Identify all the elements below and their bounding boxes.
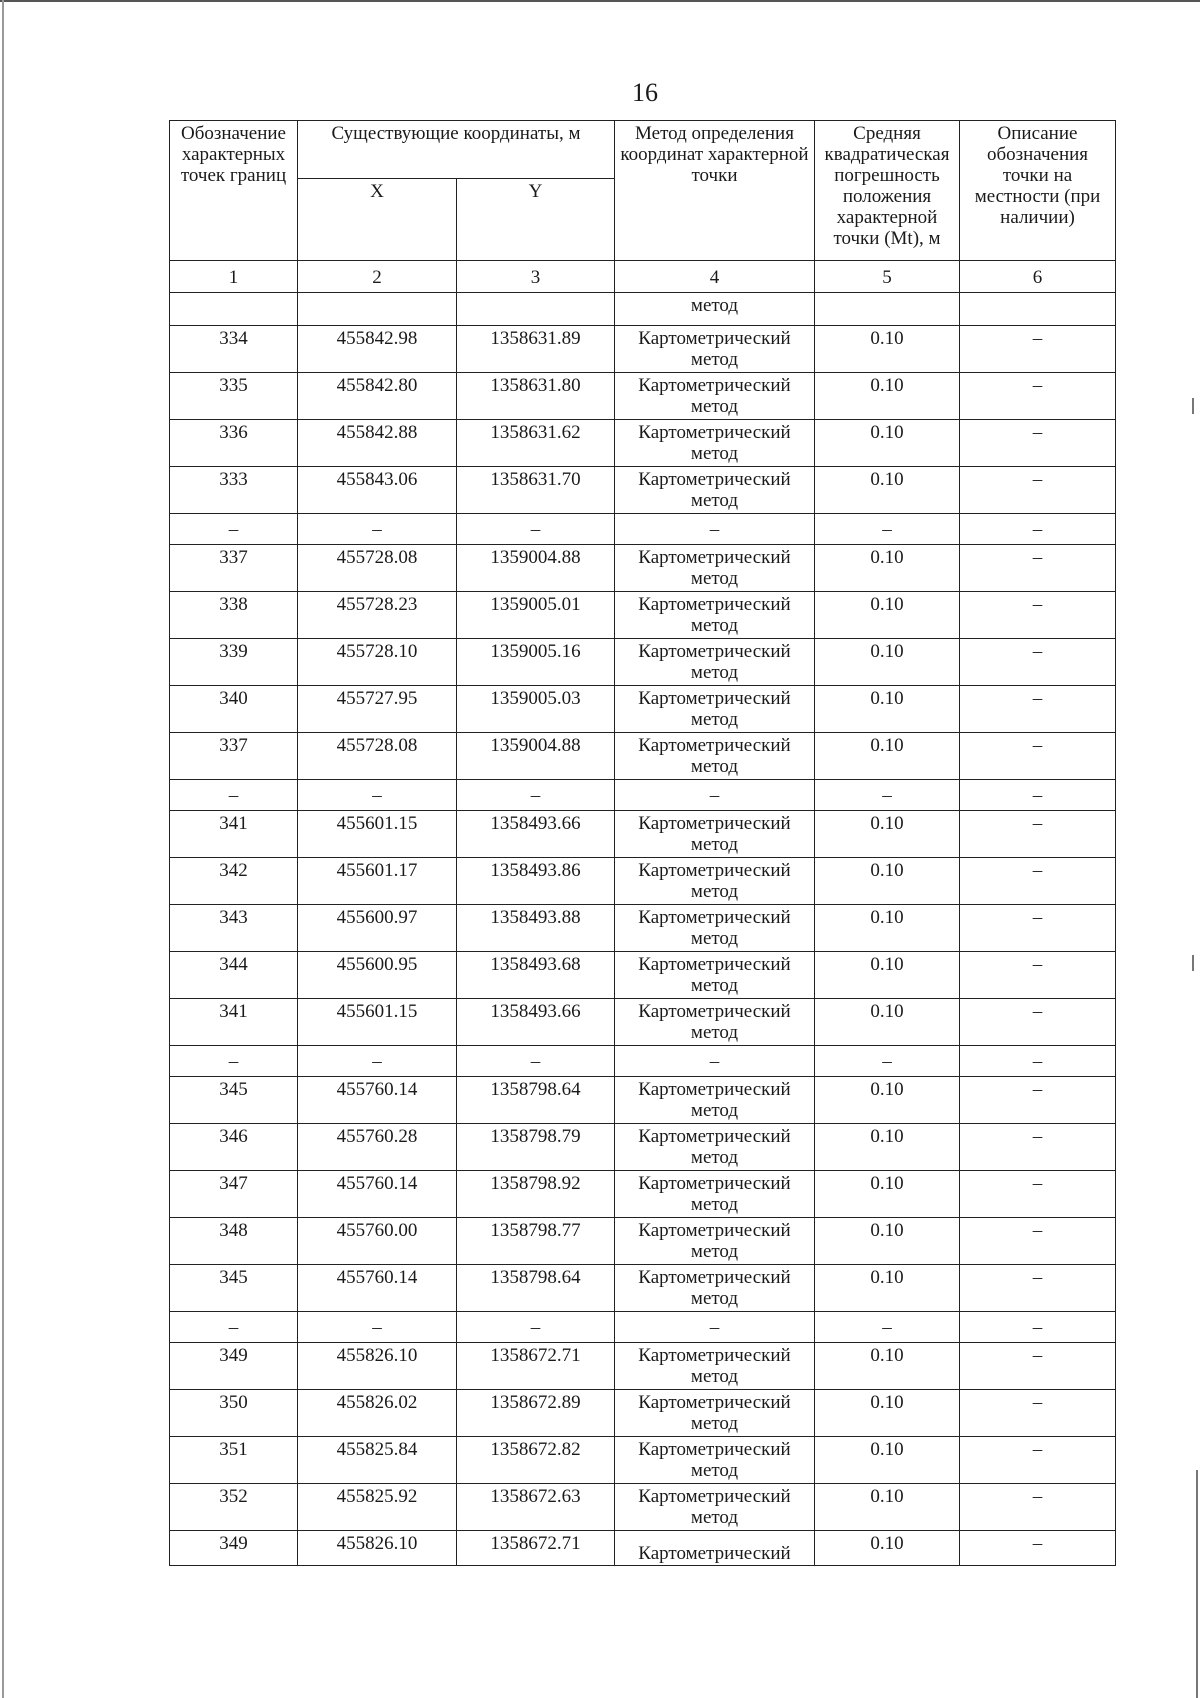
table-row (170, 326, 1116, 373)
mean-square-error: 0.10 (815, 639, 960, 686)
point-number: 349 (170, 1531, 298, 1566)
coord-x: – (298, 1046, 457, 1077)
point-number: 342 (170, 858, 298, 905)
description: – (960, 1077, 1116, 1124)
description: – (960, 952, 1116, 999)
coord-y: 1358798.64 (457, 1265, 615, 1312)
table-row (170, 999, 1116, 1046)
point-number: 334 (170, 326, 298, 373)
method: Картометрический метод (615, 639, 815, 686)
coord-x: 455842.80 (298, 373, 457, 420)
table-row (170, 905, 1116, 952)
coord-x: 455842.98 (298, 326, 457, 373)
coord-x: 455826.10 (298, 1531, 457, 1566)
mean-square-error: 0.10 (815, 545, 960, 592)
method: Картометрический метод (615, 420, 815, 467)
mean-square-error: 0.10 (815, 1343, 960, 1390)
point-number: 337 (170, 545, 298, 592)
table-cell (815, 293, 960, 326)
coord-x: 455826.10 (298, 1343, 457, 1390)
description: – (960, 326, 1116, 373)
coord-y: 1359005.03 (457, 686, 615, 733)
table-row (170, 858, 1116, 905)
coord-x: 455727.95 (298, 686, 457, 733)
table-row (170, 1484, 1116, 1531)
table-cell (457, 293, 615, 326)
scan-edge-top (0, 0, 1200, 2)
table-cell (170, 293, 298, 326)
mean-square-error: 0.10 (815, 1484, 960, 1531)
mean-square-error: 0.10 (815, 905, 960, 952)
method: Картометрический метод (615, 733, 815, 780)
separator-row (170, 514, 1116, 545)
header-existing-coordinates: Существующие координаты, м (298, 121, 615, 179)
method: Картометрический метод (615, 952, 815, 999)
header-x: X (298, 179, 457, 261)
point-number: 341 (170, 999, 298, 1046)
coord-x: 455601.15 (298, 811, 457, 858)
description: – (960, 592, 1116, 639)
point-number: 345 (170, 1077, 298, 1124)
description: – (960, 1343, 1116, 1390)
coord-y: 1358631.70 (457, 467, 615, 514)
coord-x: 455600.97 (298, 905, 457, 952)
table-row (170, 952, 1116, 999)
separator-row (170, 780, 1116, 811)
description: – (960, 1390, 1116, 1437)
coord-y: 1358798.79 (457, 1124, 615, 1171)
method: Картометрический метод (615, 467, 815, 514)
table-row (170, 1077, 1116, 1124)
point-number: 350 (170, 1390, 298, 1437)
table-row (170, 733, 1116, 780)
mean-square-error: 0.10 (815, 1531, 960, 1566)
mean-square-error: 0.10 (815, 467, 960, 514)
column-number: 1 (170, 261, 298, 293)
description: – (960, 639, 1116, 686)
point-number: 344 (170, 952, 298, 999)
mean-square-error: – (815, 514, 960, 545)
coord-x: 455760.14 (298, 1171, 457, 1218)
coord-x: 455600.95 (298, 952, 457, 999)
table-cell (960, 293, 1116, 326)
point-number: 341 (170, 811, 298, 858)
description: – (960, 373, 1116, 420)
point-number: 348 (170, 1218, 298, 1265)
description: – (960, 1171, 1116, 1218)
table-row (170, 1390, 1116, 1437)
column-number: 5 (815, 261, 960, 293)
mean-square-error: 0.10 (815, 686, 960, 733)
description: – (960, 858, 1116, 905)
table-row (170, 1343, 1116, 1390)
coord-y: 1358493.88 (457, 905, 615, 952)
coord-x: 455728.08 (298, 545, 457, 592)
coord-y: 1358672.82 (457, 1437, 615, 1484)
table-row (170, 1265, 1116, 1312)
table-cell (298, 293, 457, 326)
method: Картометрический метод (615, 905, 815, 952)
coord-x: 455826.02 (298, 1390, 457, 1437)
point-number: 346 (170, 1124, 298, 1171)
coord-x: 455728.08 (298, 733, 457, 780)
mean-square-error: 0.10 (815, 373, 960, 420)
point-number: 340 (170, 686, 298, 733)
description: – (960, 1265, 1116, 1312)
coord-x: 455601.17 (298, 858, 457, 905)
coord-x: 455825.84 (298, 1437, 457, 1484)
page-number: 16 (632, 78, 658, 107)
method: – (615, 514, 815, 545)
separator-row (170, 1312, 1116, 1343)
mean-square-error: 0.10 (815, 1218, 960, 1265)
method: Картометрический метод (615, 686, 815, 733)
description: – (960, 733, 1116, 780)
table-row (170, 1218, 1116, 1265)
coord-x: 455843.06 (298, 467, 457, 514)
header-point-description: Описание обозначения точки на местности (при наличии) (960, 121, 1116, 261)
mean-square-error: 0.10 (815, 858, 960, 905)
description: – (960, 1437, 1116, 1484)
coord-y: 1358493.68 (457, 952, 615, 999)
coord-y: 1358631.89 (457, 326, 615, 373)
coord-x: – (298, 514, 457, 545)
mean-square-error: 0.10 (815, 733, 960, 780)
separator-row (170, 1046, 1116, 1077)
description: – (960, 811, 1116, 858)
mean-square-error: 0.10 (815, 592, 960, 639)
mean-square-error: 0.10 (815, 420, 960, 467)
method: Картометрический метод (615, 1171, 815, 1218)
column-number-row (170, 261, 1116, 293)
point-number: 352 (170, 1484, 298, 1531)
method: Картометрический метод (615, 373, 815, 420)
coord-y: 1359005.16 (457, 639, 615, 686)
header-y: Y (457, 179, 615, 261)
coord-x: 455760.14 (298, 1077, 457, 1124)
coord-y: 1358798.64 (457, 1077, 615, 1124)
mean-square-error: 0.10 (815, 1124, 960, 1171)
table-row (170, 373, 1116, 420)
mean-square-error: 0.10 (815, 1077, 960, 1124)
scan-edge-left (2, 0, 4, 1698)
coord-x: 455728.23 (298, 592, 457, 639)
coord-y: 1358493.66 (457, 811, 615, 858)
table-row (170, 811, 1116, 858)
method: Картометрический метод (615, 1124, 815, 1171)
coord-y: 1358672.89 (457, 1390, 615, 1437)
table-row (170, 467, 1116, 514)
description: – (960, 686, 1116, 733)
method: Картометрический метод (615, 999, 815, 1046)
coord-y: 1358798.92 (457, 1171, 615, 1218)
point-number: 338 (170, 592, 298, 639)
coord-y: – (457, 514, 615, 545)
coord-y: 1358798.77 (457, 1218, 615, 1265)
coord-x: 455601.15 (298, 999, 457, 1046)
scan-edge-right (1196, 1470, 1198, 1698)
mean-square-error: – (815, 1046, 960, 1077)
mean-square-error: 0.10 (815, 1437, 960, 1484)
coord-y: 1358672.71 (457, 1531, 615, 1566)
table-row (170, 1124, 1116, 1171)
header-method: Метод определения координат характерной точки (615, 121, 815, 261)
coord-y: 1358493.86 (457, 858, 615, 905)
scan-mark (1192, 955, 1194, 971)
method: Картометрический метод (615, 592, 815, 639)
header-mean-square-error: Средняя квадратическая погрешность положения характерной точки (Mt), м (815, 121, 960, 261)
description: – (960, 545, 1116, 592)
method: Картометрический (615, 1531, 815, 1566)
method: Картометрический метод (615, 1077, 815, 1124)
method: – (615, 1046, 815, 1077)
description: – (960, 905, 1116, 952)
coord-x: 455760.14 (298, 1265, 457, 1312)
coord-y: 1358672.63 (457, 1484, 615, 1531)
method: Картометрический метод (615, 858, 815, 905)
description: – (960, 1218, 1116, 1265)
coord-x: 455825.92 (298, 1484, 457, 1531)
mean-square-error: 0.10 (815, 999, 960, 1046)
table-row (170, 1171, 1116, 1218)
coord-x: – (298, 780, 457, 811)
scan-mark (1192, 398, 1194, 414)
description: – (960, 999, 1116, 1046)
method: Картометрический метод (615, 1265, 815, 1312)
coord-y: 1359005.01 (457, 592, 615, 639)
description: – (960, 780, 1116, 811)
continuation-row (170, 293, 1116, 326)
column-number: 6 (960, 261, 1116, 293)
header-point-designation: Обозначение характерных точек границ (170, 121, 298, 261)
table-row (170, 545, 1116, 592)
method: – (615, 780, 815, 811)
point-number: 351 (170, 1437, 298, 1484)
point-number: – (170, 1312, 298, 1343)
table-row (170, 686, 1116, 733)
method: Картометрический метод (615, 545, 815, 592)
column-number: 2 (298, 261, 457, 293)
point-number: 347 (170, 1171, 298, 1218)
coord-y: 1359004.88 (457, 545, 615, 592)
table-cell: метод (615, 293, 815, 326)
coord-y: 1358631.80 (457, 373, 615, 420)
description: – (960, 467, 1116, 514)
point-number: – (170, 514, 298, 545)
coord-x: 455760.00 (298, 1218, 457, 1265)
point-number: 337 (170, 733, 298, 780)
mean-square-error: – (815, 780, 960, 811)
description: – (960, 420, 1116, 467)
coord-x: 455842.88 (298, 420, 457, 467)
coord-y: – (457, 1312, 615, 1343)
point-number: – (170, 780, 298, 811)
coord-x: – (298, 1312, 457, 1343)
point-number: 349 (170, 1343, 298, 1390)
method: Картометрический метод (615, 1218, 815, 1265)
table-row (170, 592, 1116, 639)
coord-y: 1358631.62 (457, 420, 615, 467)
table-row (170, 420, 1116, 467)
coord-y: 1359004.88 (457, 733, 615, 780)
description: – (960, 1046, 1116, 1077)
mean-square-error: 0.10 (815, 952, 960, 999)
coord-y: – (457, 780, 615, 811)
coord-x: 455728.10 (298, 639, 457, 686)
coord-y: 1358493.66 (457, 999, 615, 1046)
method: Картометрический метод (615, 1390, 815, 1437)
method: Картометрический метод (615, 1484, 815, 1531)
method: Картометрический метод (615, 1437, 815, 1484)
table-row (170, 1531, 1116, 1566)
mean-square-error: 0.10 (815, 1390, 960, 1437)
mean-square-error: 0.10 (815, 326, 960, 373)
method: Картометрический метод (615, 326, 815, 373)
boundary-points-table (169, 120, 1116, 1566)
description: – (960, 1531, 1116, 1566)
point-number: 333 (170, 467, 298, 514)
mean-square-error: 0.10 (815, 1171, 960, 1218)
point-number: 339 (170, 639, 298, 686)
mean-square-error: 0.10 (815, 811, 960, 858)
coord-y: 1358672.71 (457, 1343, 615, 1390)
column-number: 4 (615, 261, 815, 293)
point-number: 335 (170, 373, 298, 420)
coord-x: 455760.28 (298, 1124, 457, 1171)
mean-square-error: 0.10 (815, 1265, 960, 1312)
method: Картометрический метод (615, 1343, 815, 1390)
table-row (170, 639, 1116, 686)
mean-square-error: – (815, 1312, 960, 1343)
description: – (960, 514, 1116, 545)
point-number: 336 (170, 420, 298, 467)
table-row (170, 1437, 1116, 1484)
column-number: 3 (457, 261, 615, 293)
method: – (615, 1312, 815, 1343)
coord-y: – (457, 1046, 615, 1077)
point-number: – (170, 1046, 298, 1077)
description: – (960, 1124, 1116, 1171)
description: – (960, 1484, 1116, 1531)
method: Картометрический метод (615, 811, 815, 858)
point-number: 343 (170, 905, 298, 952)
point-number: 345 (170, 1265, 298, 1312)
description: – (960, 1312, 1116, 1343)
